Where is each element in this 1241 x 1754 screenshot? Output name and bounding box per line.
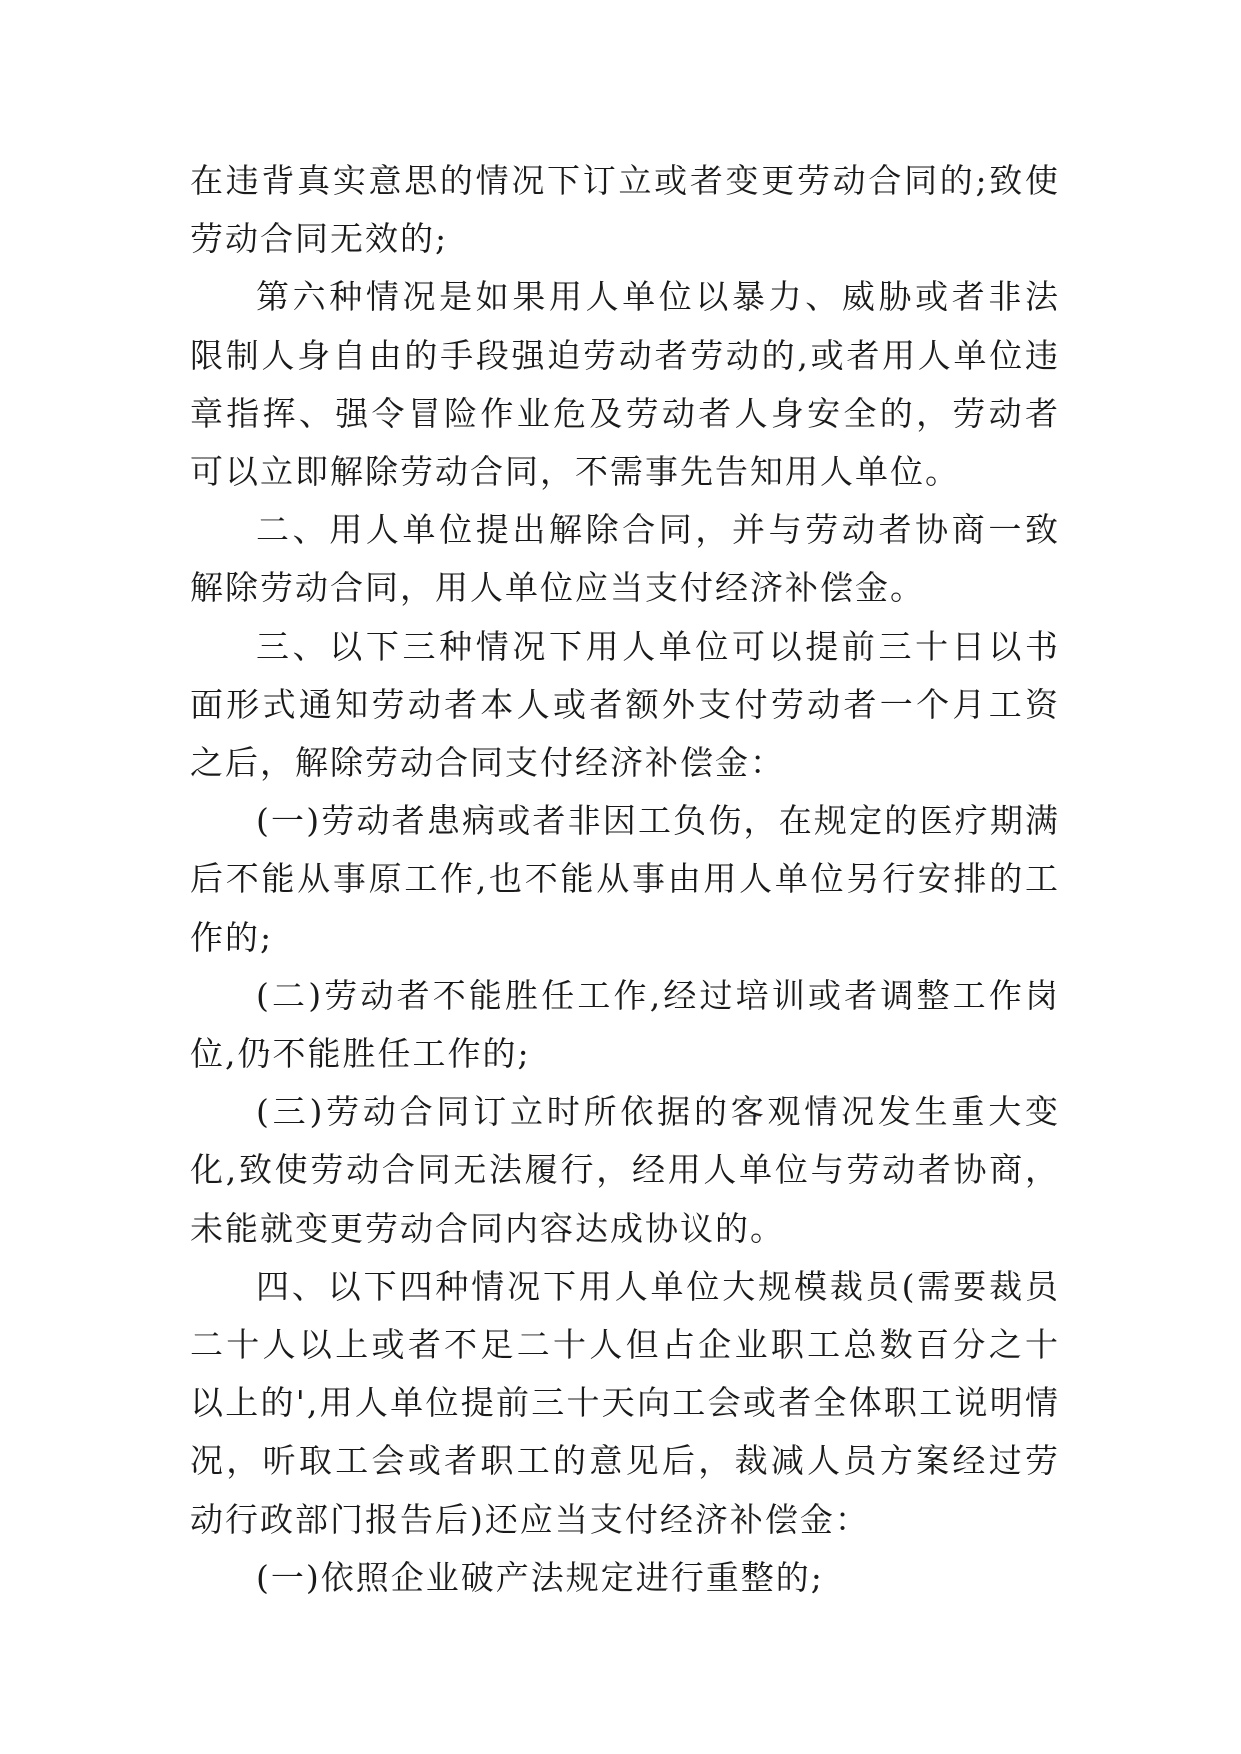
paragraph-9: (一)依照企业破产法规定进行重整的; bbox=[256, 1557, 824, 1597]
paragraph-8: 四、以下四种情况下用人单位大规模裁员(需要裁员二十人以上或者不足二十人但占企业职工总数百分之十以上的',用人单位提前三十天向工会或者全体职工说明情况，听取工会或者职工的意见后，裁减人员方案经过劳动行政部门报告后)还应当支付经济补偿金： bbox=[190, 1266, 1060, 1539]
paragraph-6: (二)劳动者不能胜任工作,经过培训或者调整工作岗位,仍不能胜任工作的; bbox=[190, 975, 1060, 1074]
paragraph-3: 二、用人单位提出解除合同，并与劳动者协商一致解除劳动合同，用人单位应当支付经济补偿金。 bbox=[190, 510, 1060, 608]
document-body bbox=[190, 152, 1060, 1607]
paragraph-4: 三、以下三种情况下用人单位可以提前三十日以书面形式通知劳动者本人或者额外支付劳动者一个月工资之后，解除劳动合同支付经济补偿金： bbox=[190, 626, 1060, 783]
paragraph-5: (一)劳动者患病或者非因工负伤，在规定的医疗期满后不能从事原工作,也不能从事由用人单位另行安排的工作的; bbox=[190, 801, 1060, 957]
paragraph-7: (三)劳动合同订立时所依据的客观情况发生重大变化,致使劳动合同无法履行，经用人单位与劳动者协商，未能就变更劳动合同内容达成协议的。 bbox=[190, 1092, 1060, 1248]
paragraph-1: 在违背真实意思的情况下订立或者变更劳动合同的;致使劳动合同无效的; bbox=[190, 161, 1060, 259]
paragraph-2: 第六种情况是如果用人单位以暴力、威胁或者非法限制人身自由的手段强迫劳动者劳动的,或者用人单位违章指挥、强令冒险作业危及劳动者人身安全的，劳动者可以立即解除劳动合同，不需事先告知用人单位。 bbox=[190, 277, 1060, 492]
